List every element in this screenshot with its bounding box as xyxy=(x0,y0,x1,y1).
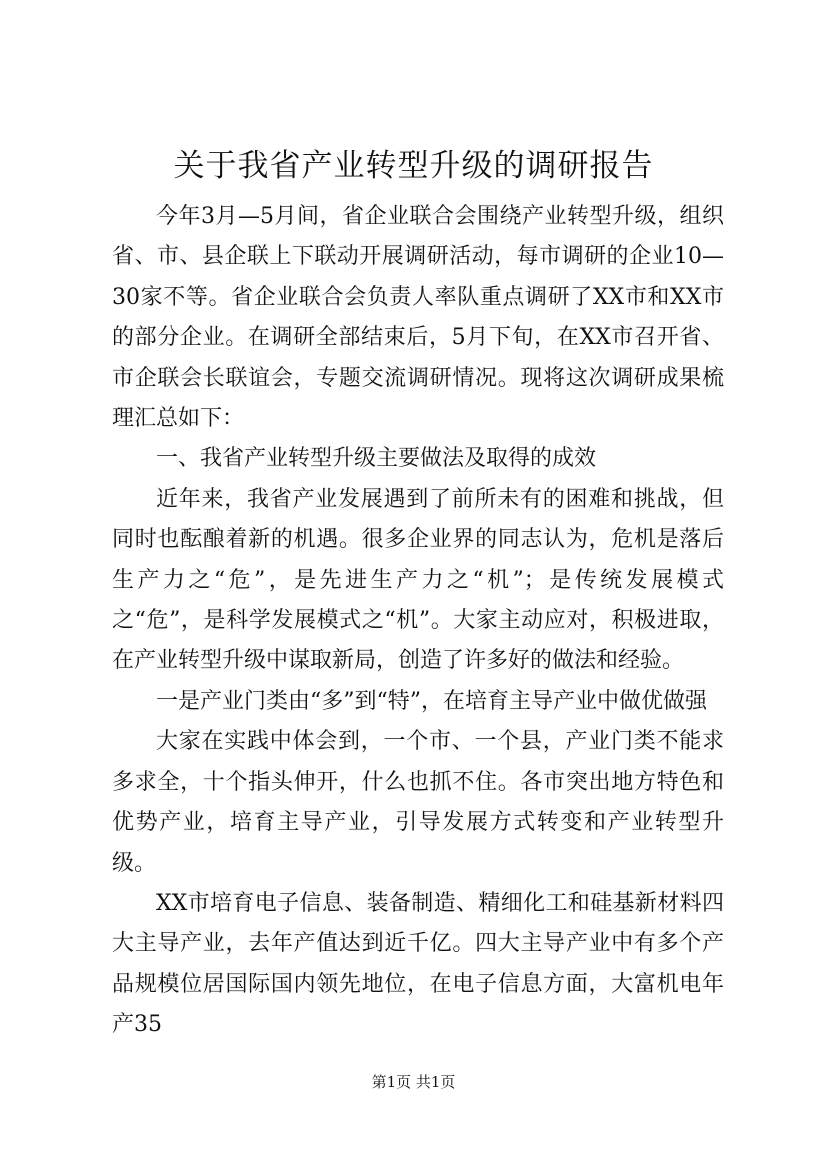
paragraph-intro: 今年3月—5月间，省企业联合会围绕产业转型升级，组织省、市、县企联上下联动开展调研活动，每市调研的企业10—30家不等。省企业联合会负责人率队重点调研了XX市和XX市的部分企业。在调研全部结束后，5月下旬，在XX市召开省、市企联会长联谊会，专题交流调研情况。现将这次调研成果梳理汇总如下： xyxy=(112,204,724,432)
subheading-1: 一是产业门类由“多”到“特”，在培育主导产业中做优做强 xyxy=(156,688,707,714)
page-footer xyxy=(0,1070,827,1094)
paragraph-city-example: XX市培育电子信息、装备制造、精细化工和硅基新材料四大主导产业，去年产值达到近千亿。四大主导产业中有多个产品规模位居国际国内领先地位，在电子信息方面，大富机电年产35 xyxy=(112,890,724,1038)
paragraph-background: 近年来，我省产业发展遇到了前所未有的困难和挑战，但同时也酝酿着新的机遇。很多企业界的同志认为，危机是落后生产力之“危”，是先进生产力之“机”；是传统发展模式之“危”，是科学发展模式之“机”。大家主动应对，积极进取，在产业转型升级中谋取新局，创造了许多好的做法和经验。 xyxy=(112,486,724,674)
page-number: 第1页 共1页 xyxy=(371,1073,456,1091)
section-heading-1: 一、我省产业转型升级主要做法及取得的成效 xyxy=(156,446,597,472)
document-title: 关于我省产业转型升级的调研报告 xyxy=(173,148,654,184)
paragraph-experience: 大家在实践中体会到，一个市、一个县，产业门类不能求多求全，十个指头伸开，什么也抓不住。各市突出地方特色和优势产业，培育主导产业，引导发展方式转变和产业转型升级。 xyxy=(112,729,724,876)
document-body xyxy=(112,197,724,1046)
